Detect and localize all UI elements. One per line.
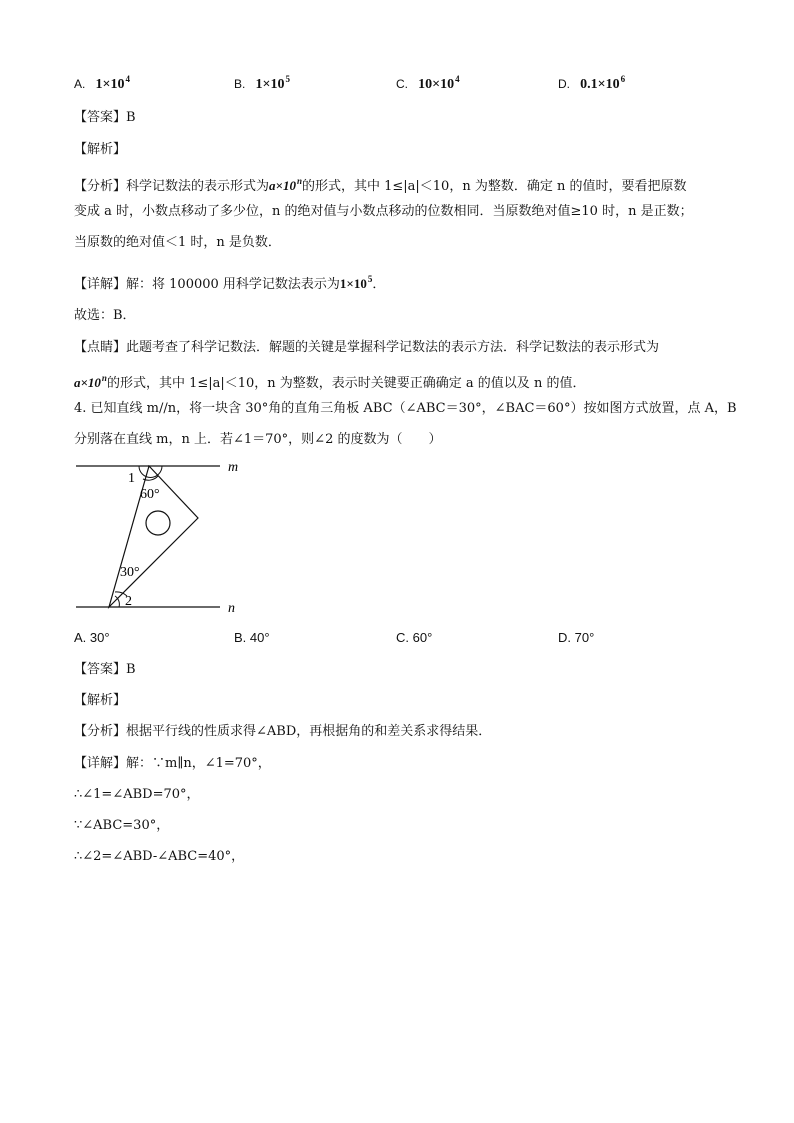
q4-option-a: A. 30° [74,630,110,645]
label-m: m [228,460,239,475]
q4-option-b: B. 40° [234,630,270,645]
q4-detail-line4: ∴∠2=∠ABD-∠ABC=40°， [74,849,245,864]
option-d: D. $0.1\times 10^6$ [558,74,626,92]
q3-answer: 【答案】B [74,110,136,125]
label-60: 60° [140,487,160,502]
label-30: 30° [120,565,140,580]
triangle-hole [146,511,170,535]
q3-fenxi-line3: 当原数的绝对值＜1 时，n 是负数． [74,235,281,250]
q3-dianjing-line2: $a\times 10^n$的形式，其中 1≤|a|＜10，n 为整数，表示时关键要正确确定 a 的值以及 n 的值． [74,373,586,391]
q4-answer: 【答案】B [74,662,136,677]
label-angle-1: 1 [128,471,135,486]
option-a: A. $1\times 10^4$ [74,74,130,92]
q3-choose: 故选：B． [74,308,136,323]
q3-fenxi-line2: 变成 a 时，小数点移动了多少位，n 的绝对值与小数点移动的位数相同．当原数绝对值≥10 时，n 是正数； [74,204,693,219]
q4-detail-line2: ∴∠1=∠ABD=70°， [74,787,200,802]
option-b: B. $1\times 10^5$ [234,74,290,92]
q4-detail-line3: ∵∠ABC=30°， [74,818,170,833]
q4-fenxi: 【分析】根据平行线的性质求得∠ABD，再根据角的和差关系求得结果． [74,724,492,739]
q3-detail: 【详解】解：将 100000 用科学记数法表示为$1\times 10^5$． [74,274,386,292]
label-n: n [228,601,235,616]
option-c: C. $10\times 10^4$ [396,74,460,92]
q4-option-d: D. 70° [558,630,595,645]
q4-stem-line2: 分别落在直线 m，n 上．若∠1＝70°，则∠2 的度数为（ ） [74,432,442,447]
q4-detail-line1: 【详解】解：∵m∥n，∠1=70°， [74,756,271,771]
q4-analysis-heading: 【解析】 [74,693,127,708]
q3-fenxi-line1: 【分析】科学记数法的表示形式为$a\times 10^n$的形式，其中 1≤|a|＜10，n 为整数．确定 n 的值时，要看把原数 [74,176,687,194]
label-angle-2: 2 [125,594,132,609]
triangle-figure [70,455,260,617]
q4-option-c: C. 60° [396,630,433,645]
q4-stem-line1: 4. 已知直线 m//n，将一块含 30°角的直角三角板 ABC（∠ABC＝30°，∠BAC＝60°）按如图方式放置，点 A，B [74,401,737,416]
q3-dianjing-line1: 【点睛】此题考查了科学记数法．解题的关键是掌握科学记数法的表示方法．科学记数法的表示形式为 [74,340,660,355]
q3-analysis-heading: 【解析】 [74,142,127,157]
